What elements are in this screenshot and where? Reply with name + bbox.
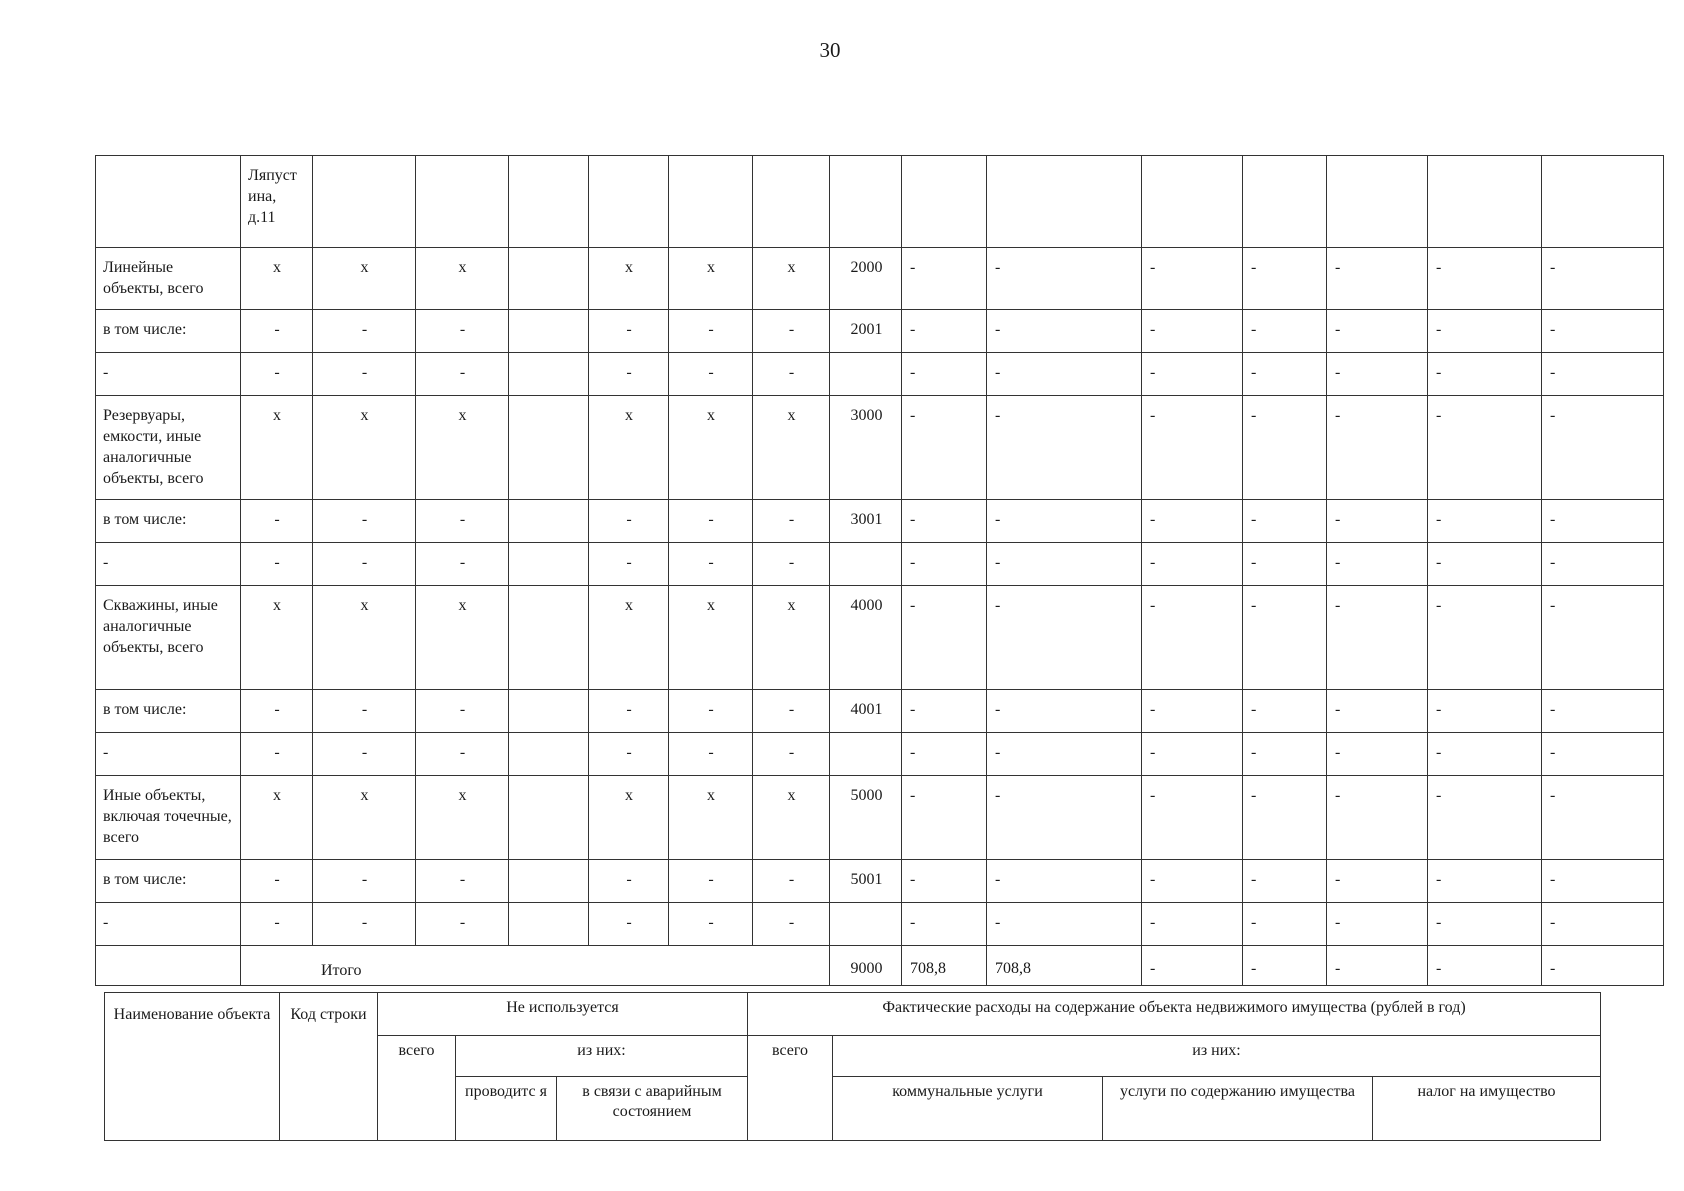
total-row — [96, 946, 1664, 986]
table-row-cell-3: - — [416, 500, 509, 543]
table-row-cell-13: - — [1327, 733, 1428, 776]
table-row-cell-3: - — [416, 310, 509, 353]
table-row-cell-9: - — [902, 310, 987, 353]
table-row-cell-9: - — [902, 733, 987, 776]
table-row-cell-1: - — [241, 903, 313, 946]
table-row-cell-10: - — [987, 248, 1142, 310]
address-row-cell-14 — [1428, 156, 1542, 248]
table-row-cell-10: - — [987, 733, 1142, 776]
table-row-cell-0: в том числе: — [96, 500, 241, 543]
table-row-cell-1: х — [241, 586, 313, 690]
table-row-cell-12: - — [1243, 543, 1327, 586]
address-row-cell-6 — [669, 156, 753, 248]
table-row-cell-14: - — [1428, 733, 1542, 776]
table-row-cell-6: - — [669, 353, 753, 396]
table-row-cell-10: - — [987, 543, 1142, 586]
emergency-state-header: в связи с аварийным состоянием — [557, 1077, 748, 1141]
table-row-cell-3: х — [416, 248, 509, 310]
table-row-cell-13: - — [1327, 586, 1428, 690]
table-row-cell-2: - — [313, 903, 416, 946]
utilities-header: коммунальные услуги — [833, 1077, 1103, 1141]
table-row-cell-5: - — [589, 543, 669, 586]
table-row-cell-13: - — [1327, 310, 1428, 353]
total-value-6: - — [1542, 946, 1664, 986]
table-row-cell-10: - — [987, 903, 1142, 946]
table-row-cell-6: - — [669, 903, 753, 946]
table-row-cell-10: - — [987, 860, 1142, 903]
table-row-cell-11: - — [1142, 776, 1243, 860]
table-row-cell-10: - — [987, 690, 1142, 733]
table-row-cell-12: - — [1243, 586, 1327, 690]
table-row-cell-11: - — [1142, 586, 1243, 690]
total-value-2: - — [1142, 946, 1243, 986]
address-row-cell-10 — [987, 156, 1142, 248]
table-row-cell-1: - — [241, 500, 313, 543]
table-row-cell-14: - — [1428, 860, 1542, 903]
table-row-cell-4 — [509, 776, 589, 860]
table-row-cell-3: х — [416, 776, 509, 860]
table-row-cell-1: - — [241, 543, 313, 586]
table-row-cell-4 — [509, 733, 589, 776]
table-row-cell-10: - — [987, 310, 1142, 353]
table-row-cell-8 — [830, 733, 902, 776]
address-row-cell-15 — [1542, 156, 1664, 248]
total-label: Итого — [241, 946, 830, 986]
table-row-cell-11: - — [1142, 690, 1243, 733]
address-row-cell-5 — [589, 156, 669, 248]
table-row-cell-4 — [509, 353, 589, 396]
address-row-cell-11 — [1142, 156, 1243, 248]
table-row-cell-2: х — [313, 776, 416, 860]
table-row-cell-15: - — [1542, 860, 1664, 903]
table-row-cell-14: - — [1428, 396, 1542, 500]
table-row-cell-5: х — [589, 776, 669, 860]
table-row-cell-15: - — [1542, 690, 1664, 733]
underway-header: проводитс я — [456, 1077, 557, 1141]
total-code: 9000 — [830, 946, 902, 986]
total-value-4: - — [1327, 946, 1428, 986]
table-row-cell-2: - — [313, 543, 416, 586]
table-row-cell-7: - — [753, 310, 830, 353]
table-row-cell-4 — [509, 690, 589, 733]
table-row-cell-9: - — [902, 248, 987, 310]
table-row — [96, 248, 1664, 310]
table-row-cell-12: - — [1243, 500, 1327, 543]
table-row-cell-10: - — [987, 586, 1142, 690]
table-row-cell-0: - — [96, 353, 241, 396]
not-used-total-header: всего — [378, 1036, 456, 1141]
table-row — [96, 586, 1664, 690]
table-row-cell-7: х — [753, 776, 830, 860]
table-row-cell-2: х — [313, 248, 416, 310]
table-row-cell-12: - — [1243, 733, 1327, 776]
table-row-cell-15: - — [1542, 353, 1664, 396]
table-row-cell-2: - — [313, 733, 416, 776]
table-row-cell-3: - — [416, 860, 509, 903]
table-row-cell-15: - — [1542, 310, 1664, 353]
table-row-cell-11: - — [1142, 903, 1243, 946]
table-row — [96, 776, 1664, 860]
table-row-cell-12: - — [1243, 310, 1327, 353]
table-row-cell-11: - — [1142, 543, 1243, 586]
table-row-cell-12: - — [1243, 353, 1327, 396]
table-row-cell-15: - — [1542, 500, 1664, 543]
table-row-cell-8 — [830, 543, 902, 586]
address-row-cell-9 — [902, 156, 987, 248]
table-row-cell-14: - — [1428, 500, 1542, 543]
table-row-cell-13: - — [1327, 500, 1428, 543]
table-row-cell-9: - — [902, 776, 987, 860]
table-row — [96, 396, 1664, 500]
table-row-cell-7: х — [753, 248, 830, 310]
table-row-cell-2: х — [313, 586, 416, 690]
table-row-cell-5: - — [589, 310, 669, 353]
table-row-cell-8: 3001 — [830, 500, 902, 543]
address-row-cell-13 — [1327, 156, 1428, 248]
table-row-cell-7: х — [753, 396, 830, 500]
table-row-cell-5: - — [589, 733, 669, 776]
table-row-cell-11: - — [1142, 396, 1243, 500]
table-row-cell-5: х — [589, 586, 669, 690]
table-row-cell-9: - — [902, 903, 987, 946]
total-row-blank — [96, 946, 241, 986]
table-row-cell-7: - — [753, 500, 830, 543]
table-row-cell-15: - — [1542, 733, 1664, 776]
table-row-cell-13: - — [1327, 860, 1428, 903]
table-row-cell-5: - — [589, 353, 669, 396]
table-row-cell-9: - — [902, 690, 987, 733]
table-row-cell-4 — [509, 586, 589, 690]
table-row-cell-6: - — [669, 690, 753, 733]
table-row-cell-13: - — [1327, 353, 1428, 396]
table-row-cell-11: - — [1142, 733, 1243, 776]
table-row-cell-3: - — [416, 543, 509, 586]
table-row-cell-7: - — [753, 353, 830, 396]
table-row-cell-7: - — [753, 690, 830, 733]
table-row-cell-3: х — [416, 586, 509, 690]
table-row-cell-0: Иные объекты, включая точечные, всего — [96, 776, 241, 860]
table-row — [96, 310, 1664, 353]
property-table — [95, 155, 1664, 986]
table-row-cell-12: - — [1243, 776, 1327, 860]
table-row-cell-11: - — [1142, 353, 1243, 396]
not-used-header: Не используется — [378, 993, 748, 1036]
table-row-cell-8: 5000 — [830, 776, 902, 860]
table-row-cell-0: в том числе: — [96, 690, 241, 733]
table-row-cell-10: - — [987, 353, 1142, 396]
table-row-cell-5: - — [589, 860, 669, 903]
table-row-cell-8: 2000 — [830, 248, 902, 310]
total-value-5: - — [1428, 946, 1542, 986]
table-row-cell-5: х — [589, 396, 669, 500]
table-row — [96, 860, 1664, 903]
table-row-cell-15: - — [1542, 776, 1664, 860]
table-row-cell-0: Скважины, иные аналогичные объекты, всего — [96, 586, 241, 690]
table-row-cell-7: - — [753, 543, 830, 586]
table-row-cell-0: Резервуары, емкости, иные аналогичные объекты, всего — [96, 396, 241, 500]
table-row-cell-13: - — [1327, 903, 1428, 946]
table-row-cell-4 — [509, 248, 589, 310]
table-row-cell-7: х — [753, 586, 830, 690]
table-row-cell-15: - — [1542, 586, 1664, 690]
table-row-cell-5: - — [589, 690, 669, 733]
table-row-cell-6: х — [669, 776, 753, 860]
table-row — [96, 733, 1664, 776]
table-row-cell-8 — [830, 353, 902, 396]
table-row-cell-2: - — [313, 310, 416, 353]
address-row-cell-12 — [1243, 156, 1327, 248]
table-row-cell-2: - — [313, 500, 416, 543]
table-row-cell-15: - — [1542, 396, 1664, 500]
table-row-cell-0: - — [96, 733, 241, 776]
table-row — [96, 903, 1664, 946]
table-row-cell-10: - — [987, 500, 1142, 543]
table-row-cell-13: - — [1327, 543, 1428, 586]
total-value-3: - — [1243, 946, 1327, 986]
table-row-cell-11: - — [1142, 248, 1243, 310]
table-row-cell-5: - — [589, 500, 669, 543]
table-row-cell-7: - — [753, 860, 830, 903]
expenses-header-table — [104, 992, 1601, 1141]
address-row — [96, 156, 1664, 248]
table-row-cell-13: - — [1327, 248, 1428, 310]
table-row-cell-1: х — [241, 248, 313, 310]
address-row-cell-1: Ляпуст ина, д.11 — [241, 156, 313, 248]
table-row-cell-10: - — [987, 396, 1142, 500]
table-row-cell-1: х — [241, 396, 313, 500]
table-row-cell-14: - — [1428, 586, 1542, 690]
table-row-cell-15: - — [1542, 543, 1664, 586]
address-row-cell-0 — [96, 156, 241, 248]
table-row — [96, 543, 1664, 586]
table-row-cell-3: - — [416, 903, 509, 946]
table-row-cell-2: - — [313, 353, 416, 396]
table-row-cell-9: - — [902, 586, 987, 690]
table-row-cell-0: Линейные объекты, всего — [96, 248, 241, 310]
table-row-cell-1: - — [241, 310, 313, 353]
address-row-cell-2 — [313, 156, 416, 248]
table-row-cell-8: 4000 — [830, 586, 902, 690]
table-row-cell-4 — [509, 310, 589, 353]
property-tax-header: налог на имущество — [1373, 1077, 1601, 1141]
table-row-cell-14: - — [1428, 903, 1542, 946]
table-row-cell-12: - — [1243, 860, 1327, 903]
row-code-header: Код строки — [280, 993, 378, 1141]
table-row-cell-6: х — [669, 586, 753, 690]
table-row-cell-9: - — [902, 500, 987, 543]
address-row-cell-3 — [416, 156, 509, 248]
table-row-cell-4 — [509, 396, 589, 500]
table-row-cell-12: - — [1243, 396, 1327, 500]
table-row-cell-5: х — [589, 248, 669, 310]
expenses-of-them-header: из них: — [833, 1036, 1601, 1077]
total-value-1: 708,8 — [987, 946, 1142, 986]
object-name-header: Наименование объекта — [105, 993, 280, 1141]
address-row-cell-7 — [753, 156, 830, 248]
table-row-cell-0: - — [96, 543, 241, 586]
table-row-cell-15: - — [1542, 903, 1664, 946]
table-row-cell-0: - — [96, 903, 241, 946]
total-value-0: 708,8 — [902, 946, 987, 986]
table-row-cell-0: в том числе: — [96, 860, 241, 903]
table-row-cell-0: в том числе: — [96, 310, 241, 353]
table-row-cell-1: - — [241, 860, 313, 903]
table-row-cell-14: - — [1428, 776, 1542, 860]
table-row-cell-11: - — [1142, 860, 1243, 903]
table-row-cell-7: - — [753, 733, 830, 776]
table-row-cell-3: х — [416, 396, 509, 500]
table-row-cell-6: х — [669, 396, 753, 500]
table-row-cell-14: - — [1428, 353, 1542, 396]
table-row-cell-6: - — [669, 733, 753, 776]
table-row-cell-1: - — [241, 690, 313, 733]
table-row-cell-13: - — [1327, 690, 1428, 733]
table-row-cell-11: - — [1142, 500, 1243, 543]
expenses-total-header: всего — [748, 1036, 833, 1141]
table-row-cell-9: - — [902, 860, 987, 903]
table-row-cell-2: х — [313, 396, 416, 500]
table-row-cell-3: - — [416, 733, 509, 776]
table-row-cell-13: - — [1327, 396, 1428, 500]
table-row-cell-10: - — [987, 776, 1142, 860]
table-row-cell-12: - — [1243, 903, 1327, 946]
actual-expenses-header: Фактические расходы на содержание объекта недвижимого имущества (рублей в год) — [748, 993, 1601, 1036]
table-row-cell-9: - — [902, 396, 987, 500]
table-row-cell-12: - — [1243, 248, 1327, 310]
table-row-cell-6: - — [669, 860, 753, 903]
maintenance-services-header: услуги по содержанию имущества — [1103, 1077, 1373, 1141]
table-row-cell-2: - — [313, 860, 416, 903]
address-row-cell-8 — [830, 156, 902, 248]
table-row-cell-1: - — [241, 353, 313, 396]
table-row-cell-14: - — [1428, 248, 1542, 310]
table-row-cell-14: - — [1428, 690, 1542, 733]
table-row-cell-2: - — [313, 690, 416, 733]
table-row-cell-14: - — [1428, 543, 1542, 586]
table-row-cell-8: 4001 — [830, 690, 902, 733]
table-row-cell-12: - — [1243, 690, 1327, 733]
table-row-cell-15: - — [1542, 248, 1664, 310]
table-row-cell-9: - — [902, 353, 987, 396]
not-used-of-them-header: из них: — [456, 1036, 748, 1077]
page-number: 30 — [819, 38, 841, 62]
table-row-cell-3: - — [416, 690, 509, 733]
table-row-cell-8 — [830, 903, 902, 946]
table-row-cell-4 — [509, 500, 589, 543]
table-row-cell-7: - — [753, 903, 830, 946]
table-row-cell-6: - — [669, 500, 753, 543]
table-row — [96, 353, 1664, 396]
table-row-cell-11: - — [1142, 310, 1243, 353]
table-row-cell-14: - — [1428, 310, 1542, 353]
table-row-cell-6: - — [669, 310, 753, 353]
table-row-cell-1: х — [241, 776, 313, 860]
table-row — [96, 690, 1664, 733]
table-row-cell-5: - — [589, 903, 669, 946]
table-row — [96, 500, 1664, 543]
table-row-cell-13: - — [1327, 776, 1428, 860]
table-row-cell-1: - — [241, 733, 313, 776]
table-row-cell-6: х — [669, 248, 753, 310]
table-row-cell-4 — [509, 903, 589, 946]
table-row-cell-8: 3000 — [830, 396, 902, 500]
table-row-cell-9: - — [902, 543, 987, 586]
address-row-cell-4 — [509, 156, 589, 248]
table-row-cell-4 — [509, 543, 589, 586]
table-row-cell-4 — [509, 860, 589, 903]
table-row-cell-8: 5001 — [830, 860, 902, 903]
table-row-cell-6: - — [669, 543, 753, 586]
table-row-cell-3: - — [416, 353, 509, 396]
table-row-cell-8: 2001 — [830, 310, 902, 353]
